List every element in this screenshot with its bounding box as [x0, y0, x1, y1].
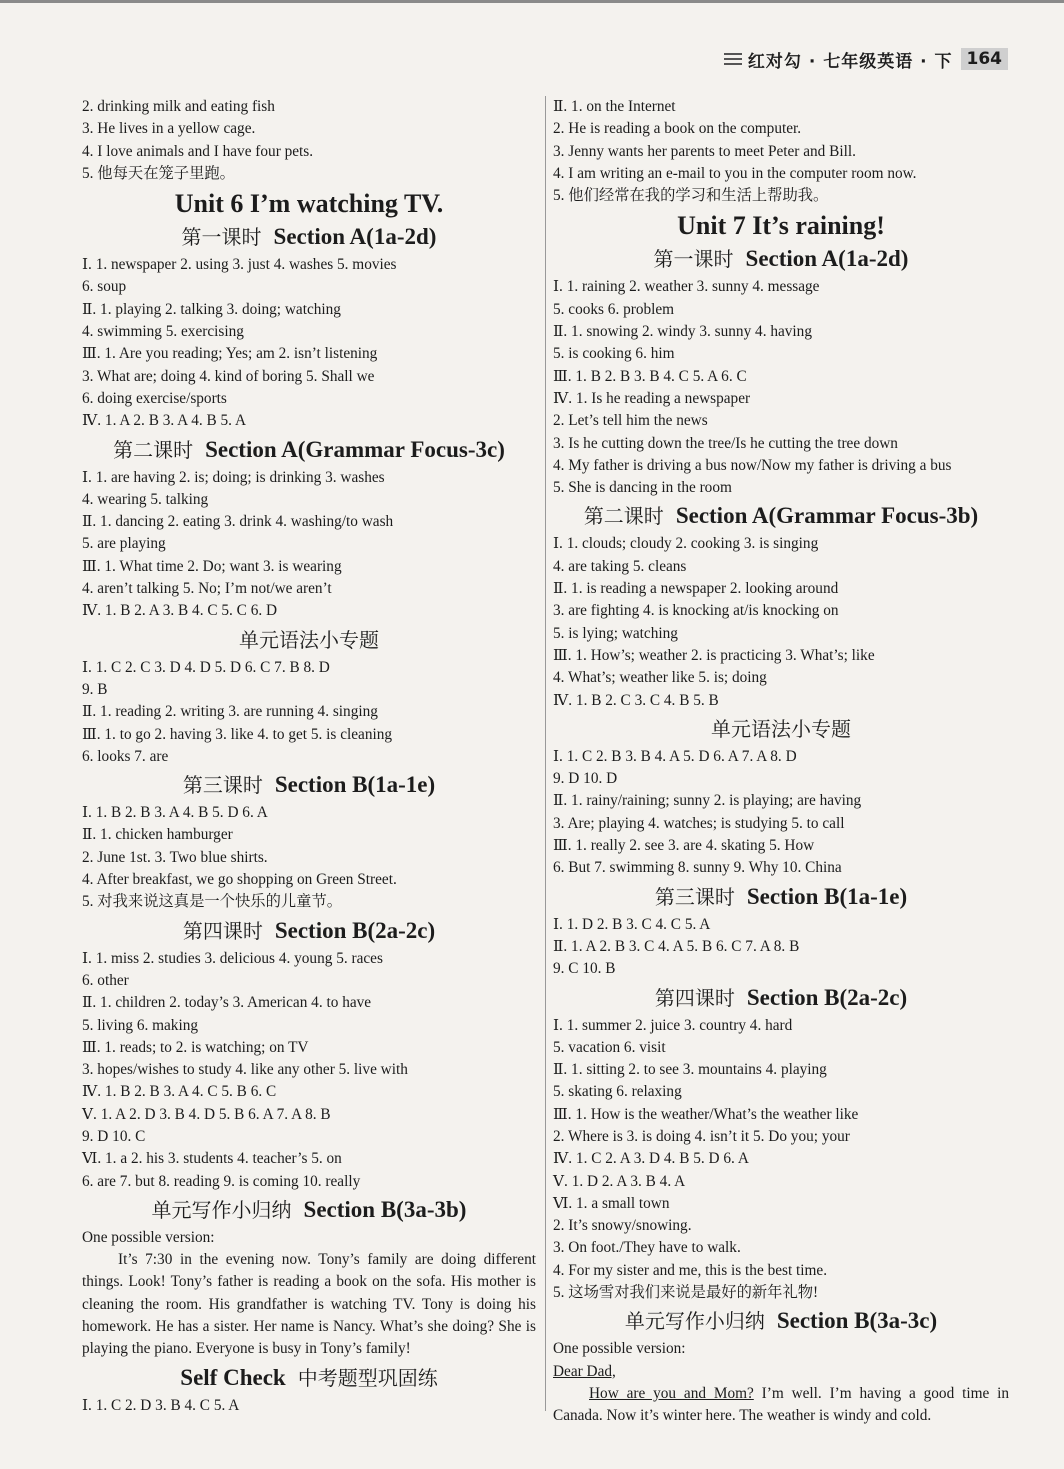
answer-line: Ⅱ. 1. reading 2. writing 3. are running 4. singing — [82, 703, 378, 721]
answer-line: Ⅰ. 1. C 2. D 3. B 4. C 5. A — [82, 1396, 240, 1414]
letter-body: I’m well. I’m having a good time in Canada. Now it’s winter here. The weather is windy and cold. — [553, 1384, 1009, 1425]
header-lines-icon — [724, 50, 742, 68]
answer-line: Ⅰ. 1. C 2. B 3. B 4. A 5. D 6. A 7. A 8. D — [553, 747, 797, 765]
answer-line: Ⅲ. 1. How is the weather/What’s the weather like — [553, 1105, 859, 1123]
answer-line: Ⅱ. 1. snowing 2. windy 3. sunny 4. having — [553, 323, 812, 341]
answer-line: Ⅰ. 1. D 2. B 3. C 4. C 5. A — [553, 915, 711, 933]
section-heading: 第二课时 Section A(Grammar Focus-3c) — [113, 436, 505, 462]
answer-line: Ⅳ. 1. Is he reading a newspaper — [553, 389, 751, 407]
answer-line: Ⅰ. 1. B 2. B 3. A 4. B 5. D 6. A — [82, 804, 268, 822]
answer-line: 3. What are; doing 4. kind of boring 5. Shall we — [82, 367, 375, 385]
answer-line: 4. What’s; weather like 5. is; doing — [553, 669, 767, 687]
section-heading: Self Check 中考题型巩固练 — [180, 1364, 438, 1390]
right-intro — [553, 96, 1009, 207]
answer-line: 2. He is reading a book on the computer. — [553, 120, 802, 138]
section-answers — [553, 1015, 1009, 1305]
answer-line: Ⅵ. 1. a 2. his 3. students 4. teacher’s 5. on — [82, 1150, 342, 1168]
section-answers — [82, 948, 536, 1193]
sample-letter — [553, 1383, 1009, 1428]
answer-line: Ⅰ. 1. clouds; cloudy 2. cooking 3. is singing — [553, 535, 819, 553]
left-intro — [82, 96, 536, 185]
answer-line: 3. Is he cutting down the tree/Is he cutting the tree down — [553, 434, 898, 452]
answer-line: 2. It’s snowy/snowing. — [553, 1217, 692, 1235]
answer-line: 4. For my sister and me, this is the best time. — [553, 1261, 828, 1279]
answer-line: 3. He lives in a yellow cage. — [82, 120, 256, 138]
section-heading: 第一课时 Section A(1a-2d) — [653, 246, 909, 272]
answer-line: 5. vacation 6. visit — [553, 1038, 666, 1056]
answer-line: Ⅳ. 1. B 2. B 3. A 4. C 5. B 6. C — [82, 1083, 277, 1101]
answer-line: 4. are taking 5. cleans — [553, 557, 687, 575]
sample-label: One possible version: — [82, 1228, 215, 1246]
letter-greeting: Dear Dad, — [553, 1362, 616, 1380]
answer-line: 6. are 7. but 8. reading 9. is coming 10. really — [82, 1172, 361, 1190]
answer-line: 4. My father is driving a bus now/Now my father is driving a bus — [553, 456, 952, 474]
answer-line: Ⅲ. 1. to go 2. having 3. like 4. to get 5. is cleaning — [82, 725, 393, 743]
answer-line: Ⅲ. 1. really 2. see 3. are 4. skating 5. How — [553, 837, 815, 855]
unit-6-title: Unit 6 I’m watching TV. — [174, 189, 444, 219]
answer-line: 2. Where is 3. is doing 4. isn’t it 5. Do you; your — [553, 1127, 850, 1145]
section-answers — [82, 657, 536, 768]
column-divider — [545, 96, 546, 1411]
answer-line: 6. But 7. swimming 8. sunny 9. Why 10. China — [553, 859, 842, 877]
answer-line: 2. Let’s tell him the news — [553, 412, 708, 430]
answer-line: Ⅲ. 1. Are you reading; Yes; am 2. isn’t listening — [82, 345, 378, 363]
answer-line: Ⅴ. 1. D 2. A 3. B 4. A — [553, 1172, 686, 1190]
page-number: 164 — [961, 48, 1009, 70]
answer-line: 5. 他们经常在我的学习和生活上帮助我。 — [553, 187, 829, 205]
answer-line: Ⅲ. 1. How’s; weather 2. is practicing 3. What’s; like — [553, 646, 875, 664]
page-header — [724, 46, 1008, 72]
answer-line: Ⅰ. 1. newspaper 2. using 3. just 4. washes 5. movies — [82, 256, 397, 274]
section-heading: 第四课时 Section B(2a-2c) — [182, 917, 436, 943]
answer-line: 3. Are; playing 4. watches; is studying 5. to call — [553, 814, 845, 832]
answer-line: 2. drinking milk and eating fish — [82, 98, 275, 115]
answer-line: Ⅱ. 1. chicken hamburger — [82, 826, 233, 844]
answer-line: Ⅳ. 1. A 2. B 3. A 4. B 5. A — [82, 412, 247, 430]
section-heading: 第三课时 Section B(1a-1e) — [182, 772, 436, 798]
section-heading: 第三课时 Section B(1a-1e) — [654, 883, 908, 909]
sample-label: One possible version: — [553, 1340, 686, 1358]
answer-line: Ⅲ. 1. What time 2. Do; want 3. is wearing — [82, 557, 342, 575]
section-answers — [553, 746, 1009, 880]
answer-line: Ⅰ. 1. C 2. C 3. D 4. D 5. D 6. C 7. B 8. D — [82, 658, 330, 676]
answer-line: 5. She is dancing in the room — [553, 479, 732, 497]
answer-line: 5. is cooking 6. him — [553, 345, 675, 363]
section-heading: 单元写作小归纳 Section B(3a-3c) — [624, 1308, 938, 1334]
answer-line: 6. other — [82, 971, 129, 989]
answer-line: 3. Jenny wants her parents to meet Peter and Bill. — [553, 142, 856, 160]
answer-line: 9. D 10. C — [82, 1127, 146, 1145]
section-heading: 单元语法小专题 — [711, 716, 851, 741]
answer-line: 5. 他每天在笼子里跑。 — [82, 164, 235, 182]
section-heading: 第四课时 Section B(2a-2c) — [654, 984, 908, 1010]
answer-line: Ⅱ. 1. children 2. today’s 3. American 4. to have — [82, 994, 372, 1012]
answer-line: Ⅵ. 1. a small town — [553, 1194, 670, 1212]
section-answers — [82, 802, 536, 913]
answer-line: Ⅳ. 1. B 2. C 3. C 4. B 5. B — [553, 691, 719, 709]
section-answers — [553, 914, 1009, 981]
answer-line: Ⅴ. 1. A 2. D 3. B 4. D 5. B 6. A 7. A 8. B — [82, 1105, 331, 1123]
book-title: 红对勾 · 七年级英语 · 下 — [747, 51, 953, 72]
answer-line: 4. After breakfast, we go shopping on Green Street. — [82, 871, 397, 889]
section-answers — [82, 1395, 536, 1417]
answer-line: 5. are playing — [82, 535, 166, 553]
answer-line: 4. I love animals and I have four pets. — [82, 142, 314, 160]
letter-first-sentence: How are you and Mom? — [589, 1384, 754, 1402]
section-heading: 单元语法小专题 — [239, 627, 379, 652]
answer-line: Ⅰ. 1. summer 2. juice 3. country 4. hard — [553, 1016, 793, 1034]
answer-line: 5. skating 6. relaxing — [553, 1083, 682, 1101]
answer-line: Ⅱ. 1. is reading a newspaper 2. looking around — [553, 580, 839, 598]
answer-line: 4. I am writing an e-mail to you in the computer room now. — [553, 164, 917, 182]
answer-line: 4. wearing 5. talking — [82, 490, 209, 508]
left-column — [82, 96, 536, 1417]
answer-line: 5. 对我来说这真是一个快乐的儿童节。 — [82, 893, 343, 911]
answer-line: 4. swimming 5. exercising — [82, 323, 244, 341]
answer-line: Ⅲ. 1. B 2. B 3. B 4. C 5. A 6. C — [553, 367, 747, 385]
section-heading: 单元写作小归纳 Section B(3a-3b) — [151, 1196, 467, 1222]
answer-line: 9. B — [82, 680, 108, 698]
answer-line: Ⅰ. 1. raining 2. weather 3. sunny 4. message — [553, 278, 820, 296]
answer-line: Ⅱ. 1. rainy/raining; sunny 2. is playing; are having — [553, 792, 862, 810]
section-answers — [82, 254, 536, 432]
answer-line: 6. looks 7. are — [82, 747, 169, 765]
answer-line: 3. are fighting 4. is knocking at/is knocking on — [553, 602, 839, 620]
answer-line: 5. living 6. making — [82, 1016, 198, 1034]
answer-line: Ⅱ. 1. sitting 2. to see 3. mountains 4. playing — [553, 1061, 827, 1079]
section-heading: 第一课时 Section A(1a-2d) — [181, 224, 437, 250]
answer-line: 6. doing exercise/sports — [82, 389, 227, 407]
answer-line: 3. On foot./They have to walk. — [553, 1239, 741, 1257]
answer-line: 4. aren’t talking 5. No; I’m not/we aren’t — [82, 580, 332, 598]
section-heading: 第二课时 Section A(Grammar Focus-3b) — [583, 503, 979, 529]
answer-line: Ⅲ. 1. reads; to 2. is watching; on TV — [82, 1038, 309, 1056]
answer-line: 9. C 10. B — [553, 960, 616, 978]
unit-7-title: Unit 7 It’s raining! — [677, 211, 885, 241]
answer-line: 6. soup — [82, 278, 127, 296]
answer-line: 3. hopes/wishes to study 4. like any other 5. live with — [82, 1061, 408, 1079]
section-answers — [553, 533, 1009, 711]
right-column — [553, 96, 1009, 1428]
section-answers — [553, 276, 1009, 499]
sample-essay: It’s 7:30 in the evening now. Tony’s family are doing different things. Look! Tony’s father is reading a book on the sofa. His mother is cleaning the room. His grandfather is watching TV. Tony is doing his homework. He has a sister. Her name is Nancy. What’s she doing? She is playing the piano. Everyone is busy in Tony’s family! — [82, 1251, 536, 1358]
answer-line: Ⅱ. 1. playing 2. talking 3. doing; watching — [82, 300, 341, 318]
section-answers — [82, 467, 536, 623]
answer-line: Ⅰ. 1. miss 2. studies 3. delicious 4. young 5. races — [82, 949, 383, 967]
answer-line: Ⅱ. 1. A 2. B 3. C 4. A 5. B 6. C 7. A 8. B — [553, 937, 800, 955]
answer-line: 5. is lying; watching — [553, 624, 678, 642]
answer-line: Ⅱ. 1. dancing 2. eating 3. drink 4. washing/to wash — [82, 513, 394, 531]
answer-line: 5. 这场雪对我们来说是最好的新年礼物! — [553, 1284, 819, 1302]
answer-line: Ⅳ. 1. B 2. A 3. B 4. C 5. C 6. D — [82, 602, 278, 620]
answer-line: Ⅱ. 1. on the Internet — [553, 98, 676, 115]
answer-line: 5. cooks 6. problem — [553, 300, 675, 318]
answer-line: 2. June 1st. 3. Two blue shirts. — [82, 848, 268, 866]
answer-line: Ⅳ. 1. C 2. A 3. D 4. B 5. D 6. A — [553, 1150, 749, 1168]
top-rule — [0, 0, 1064, 3]
answer-line: Ⅰ. 1. are having 2. is; doing; is drinking 3. washes — [82, 468, 385, 486]
answer-line: 9. D 10. D — [553, 770, 618, 788]
